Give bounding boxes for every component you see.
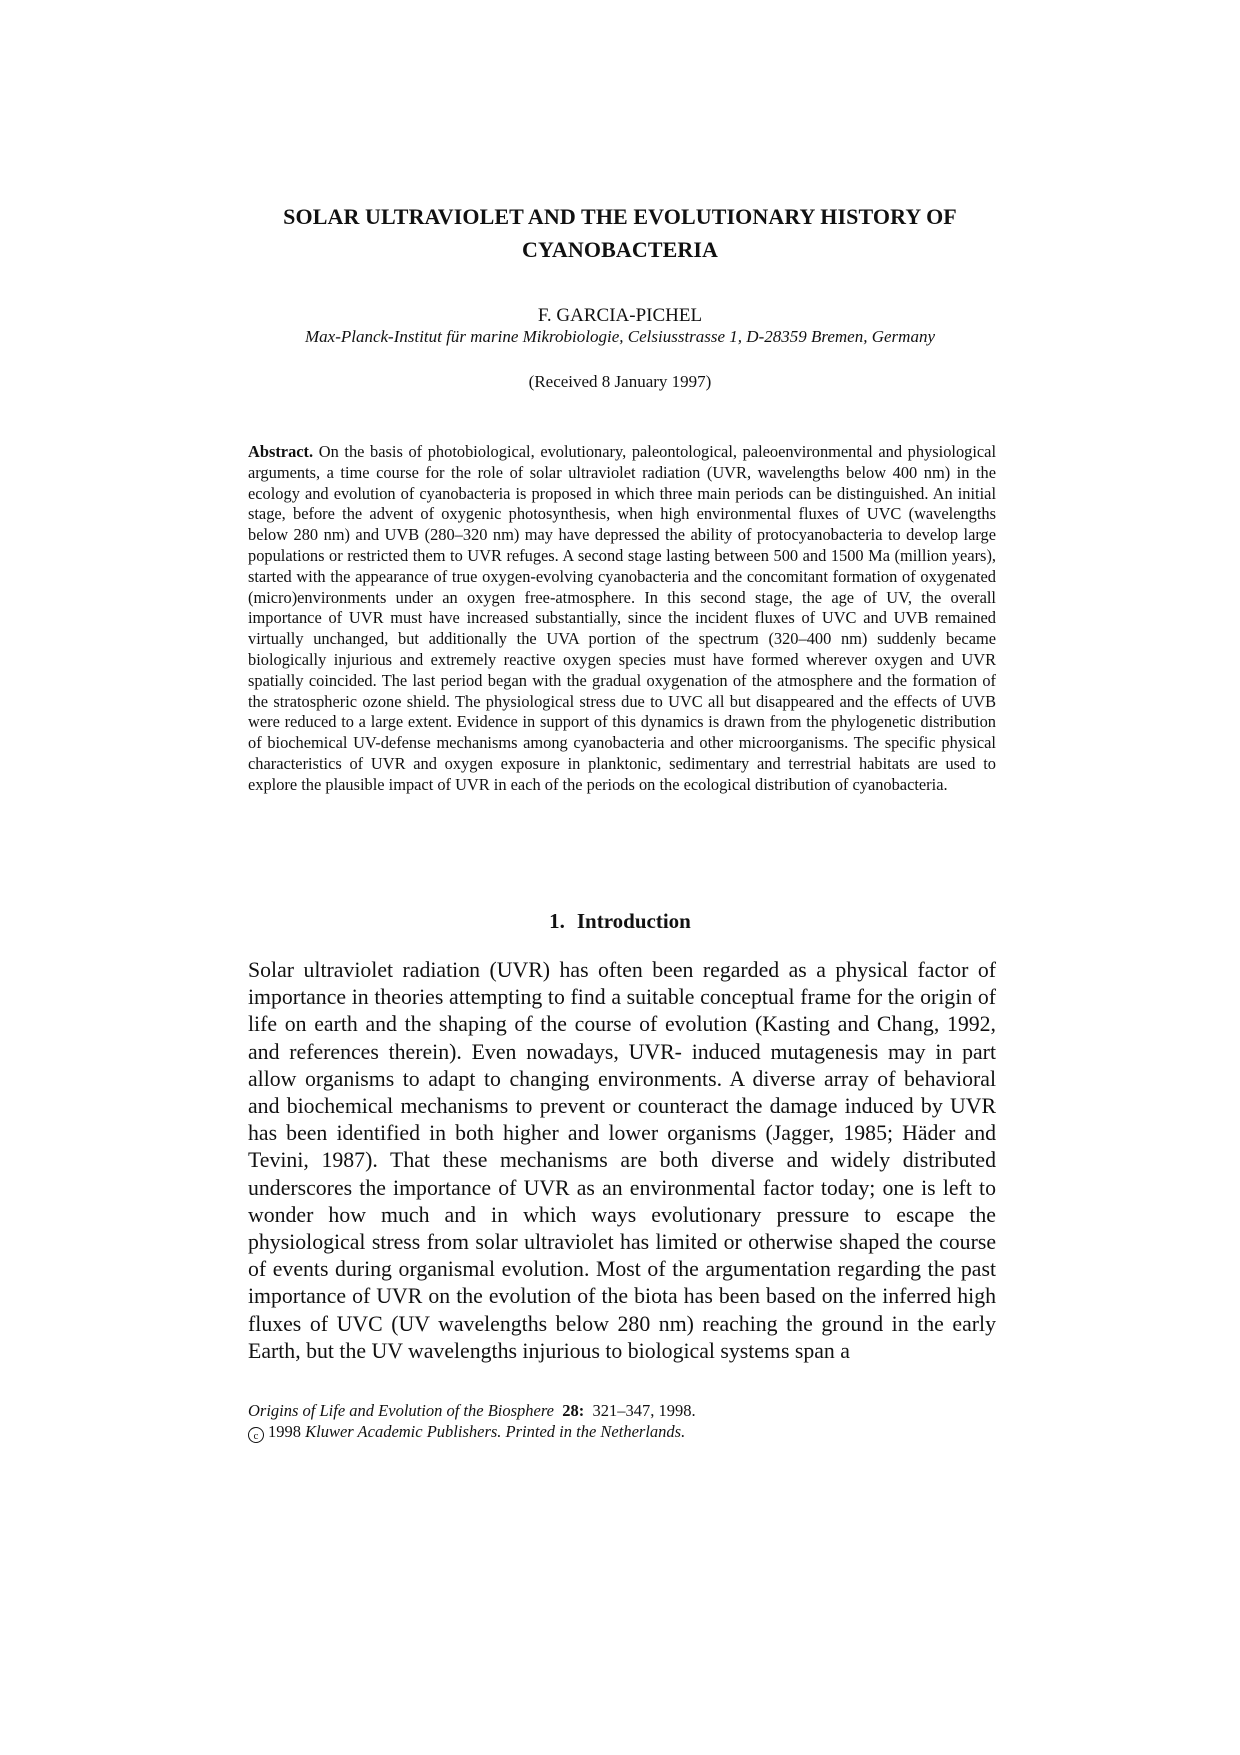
section-number: 1. <box>549 909 565 933</box>
abstract-text: On the basis of photobiological, evolutionary, paleontological, paleoenvironmental and physiological arguments, a time course for the role of solar ultraviolet radiation (UVR, wavelengths below 400 nm) in the ecology and evolution of cyanobacteria is proposed in which three main periods can be distinguished. An initial stage, before the advent of oxygenic photosynthesis, when high environmental fluxes of UVC (wavelengths below 280 nm) and UVB (280–320 nm) may have depressed the ability of protocyanobacteria to develop large populations or restricted them to UVR refuges. A second stage lasting between 500 and 1500 Ma (million years), started with the appearance of true oxygen-evolving cyanobacteria and the concomitant formation of oxygenated (micro)environments under an oxygen free-atmosphere. In this second stage, the age of UV, the overall importance of UVR must have increased substantially, since the incident fluxes of UVC and UVB remained virtually unchanged, but additionally the UVA portion of the spectrum (320–400 nm) suddenly became biologically injurious and extremely reactive oxygen species must have formed wherever oxygen and UVR spatially coincided. The last period began with the gradual oxygenation of the atmosphere and the formation of the stratospheric ozone shield. The physiological stress due to UVC all but disappeared and the effects of UVB were reduced to a large extent. Evidence in support of this dynamics is drawn from the phylogenetic distribution of biochemical UV-defense mechanisms among cyanobacteria and other microorganisms. The specific physical characteristics of UVR and oxygen exposure in planktonic, sedimentary and terrestrial habitats are used to explore the plausible impact of UVR in each of the periods on the ecological distribution of cyanobacteria. <box>248 442 996 794</box>
introduction-paragraph: Solar ultraviolet radiation (UVR) has often been regarded as a physical factor of importance in theories attempting to find a suitable conceptual frame for the origin of life on earth and the shaping of the course of evolution (Kasting and Chang, 1992, and references therein). Even nowadays, UVR- induced mutagenesis may in part allow organisms to adapt to changing environments. A diverse array of behavioral and biochemical mechanisms to prevent or counteract the damage induced by UVR has been identified in both higher and lower organisms (Jagger, 1985; Häder and Tevini, 1987). That these mechanisms are both diverse and widely distributed underscores the importance of UVR as an environmental factor today; one is left to wonder how much and in which ways evolutionary pressure to escape the physiological stress from solar ultraviolet has limited or otherwise shaped the course of events during organismal evolution. Most of the argumentation regarding the past importance of UVR on the evolution of the biota has been based on the inferred high fluxes of UVC (UV wavelengths below 280 nm) reaching the ground in the early Earth, but the UV wavelengths injurious to biological systems span a <box>248 958 996 1363</box>
author-affiliation: Max-Planck-Institut für marine Mikrobiologie, Celsiusstrasse 1, D-28359 Bremen, Germany <box>304 327 935 346</box>
journal-name: Origins of Life and Evolution of the Biosphere <box>248 1401 554 1420</box>
abstract-label: Abstract. <box>248 442 314 461</box>
journal-pages-year: 321–347, 1998. <box>592 1401 696 1420</box>
copyright-line <box>248 1421 992 1443</box>
journal-volume: 28: <box>562 1401 585 1420</box>
copyright-icon: c <box>248 1427 264 1443</box>
publisher-name: Kluwer Academic Publishers. Printed in the Netherlands. <box>305 1422 686 1441</box>
author-name: F. GARCIA-PICHEL <box>537 305 703 326</box>
section-heading-introduction <box>248 908 992 934</box>
citation-line <box>248 1400 992 1421</box>
citation-footer <box>248 1400 992 1443</box>
paper-title: SOLAR ULTRAVIOLET AND THE EVOLUTIONARY HISTORY OF CYANOBACTERIA <box>283 204 957 262</box>
received-date: (Received 8 January 1997) <box>528 372 712 391</box>
abstract <box>248 442 996 796</box>
section-title: Introduction <box>576 909 691 933</box>
copyright-year: 1998 <box>268 1422 301 1441</box>
